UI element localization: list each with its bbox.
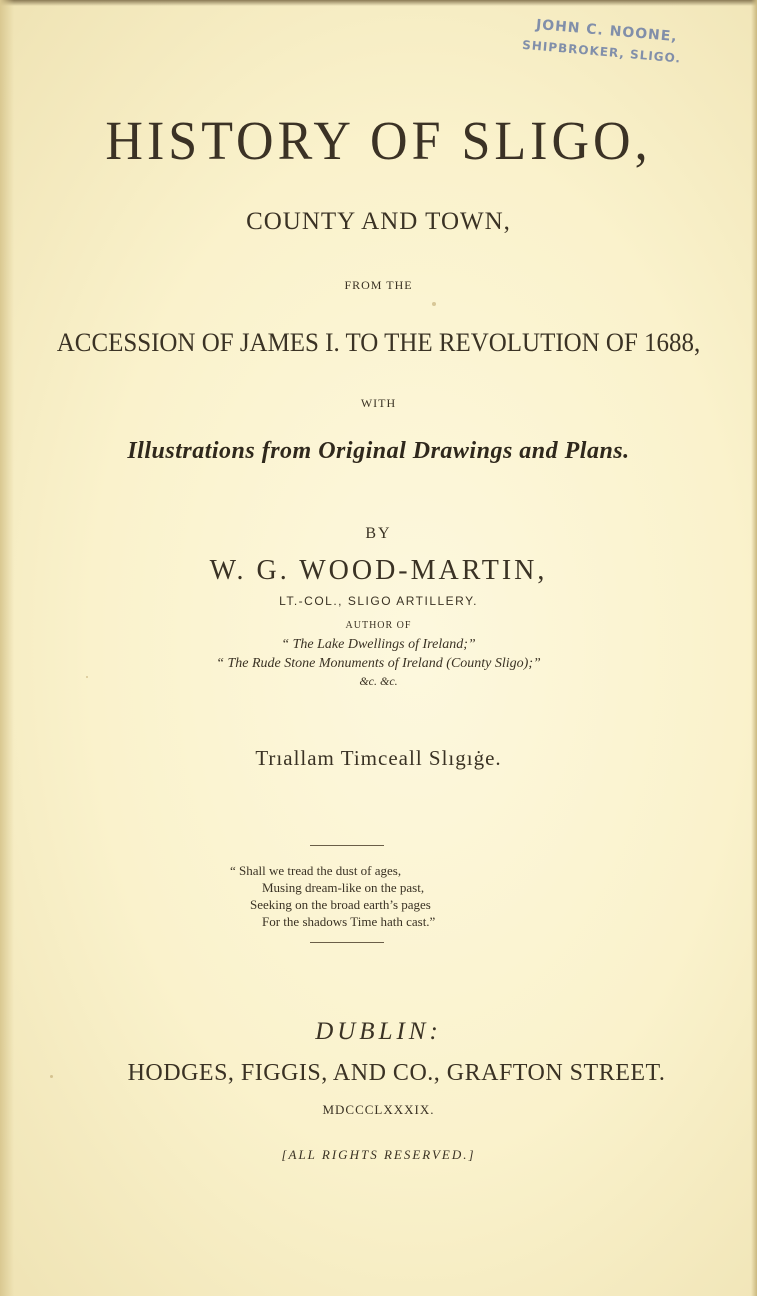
epigraph-line: Musing dream-like on the past, [262,880,425,895]
page-top-edge [0,0,757,6]
epigraph-line: “ Shall we tread the dust of ages, [230,863,402,878]
by-label: BY [365,525,392,542]
prior-work-1: “ The Lake Dwellings of Ireland;” [281,637,476,652]
rights-notice: [ALL RIGHTS RESERVED.] [281,1147,476,1162]
illustrations-line: Illustrations from Original Drawings and Plans. [127,438,630,464]
stamp-line-2: SHIPBROKER, SLIGO. [521,37,682,66]
prior-work-etc: &c. &c. [359,674,398,688]
epigraph-line: For the shadows Time hath cast.” [262,914,436,929]
stamp-line-1: JOHN C. NOONE, [535,16,679,46]
with-label: WITH [360,396,397,410]
author-rank: LT.-COL., SLIGO ARTILLERY. [279,594,478,608]
author-name: W. G. WOOD-MARTIN, [209,555,548,586]
author-of-label: AUTHOR OF [345,620,412,631]
prior-work-2: “ The Rude Stone Monuments of Ireland (County Sligo);” [216,656,541,671]
book-title: HISTORY OF SLIGO, [105,111,652,172]
epigraph-line: Seeking on the broad earth’s pages [250,897,431,912]
period-line: ACCESSION OF JAMES I. TO THE REVOLUTION OF 1688, [56,328,701,357]
divider-bottom [310,942,384,943]
book-subtitle: COUNTY AND TOWN, [246,208,511,235]
imprint-year: MDCCCLXXXIX. [322,1102,435,1117]
imprint-city: DUBLIN: [315,1018,442,1045]
epigraph [230,862,530,930]
imprint-publisher: HODGES, FIGGIS, AND CO., GRAFTON STREET. [127,1060,666,1086]
divider-top [310,845,384,846]
ownership-stamp [520,14,715,90]
gaelic-motto: Trıallam Timceall Slıgıġe. [255,746,502,770]
from-the-label: FROM THE [344,278,413,292]
